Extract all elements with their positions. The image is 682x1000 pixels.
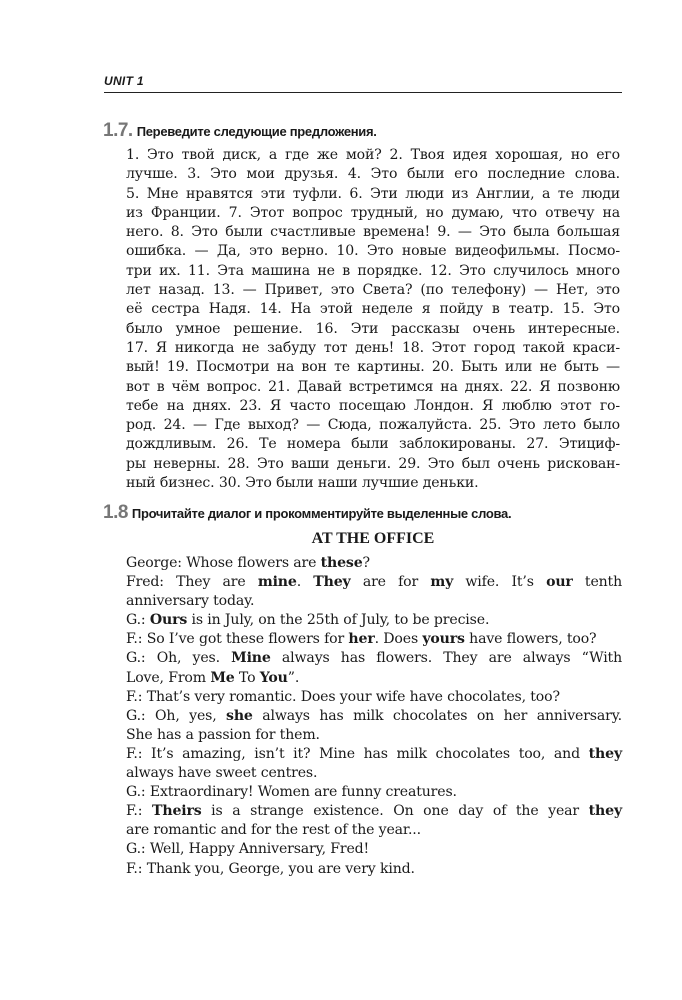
dialog-text-segment: are for	[350, 574, 431, 591]
highlighted-word: Theirs	[152, 803, 202, 820]
text-line: из Франции. 7. Этот вопрос трудный, но думаю, что отвечу на	[126, 204, 620, 221]
dialog-text-segment: Fred: They are	[126, 574, 258, 591]
dialog-text-segment: are romantic and for the rest of the year...	[126, 822, 421, 839]
dialog-line	[126, 592, 622, 611]
exercise-instruction: Переведите следующие предложения.	[136, 124, 377, 139]
text-line: ошибка. — Да, это верно. 10. Это новые видеофильмы. Посмо-	[126, 243, 620, 260]
dialog-title: AT THE OFFICE	[311, 530, 435, 547]
highlighted-word: They	[313, 574, 351, 591]
dialog-text-segment: is in July, on the 25th of July, to be precise.	[187, 612, 490, 629]
dialog-text-segment: .	[296, 574, 314, 591]
dialog-line	[126, 764, 622, 783]
highlighted-word: yours	[422, 631, 465, 648]
dialog-text-segment: ?	[362, 555, 370, 571]
dialog-text-segment: F.: Thank you, George, you are very kind.	[126, 860, 415, 877]
dialog-text-segment: F.:	[126, 803, 153, 820]
text-line: него. 8. Это были счастливые времена! 9. — Это была большая	[126, 224, 620, 241]
dialog-line	[126, 783, 622, 802]
text-line: лучше. 3. Это мои друзья. 4. Это были его последние слова.	[126, 166, 620, 183]
text-line: её сестра Надя. 14. На этой неделе я пойду в театр. 15. Это	[126, 301, 620, 318]
dialog-text-segment: F.: That’s very romantic. Does your wife have chocolates, too?	[126, 688, 560, 705]
text-line: ный бизнес. 30. Это были наши лучшие деньки.	[126, 475, 479, 492]
dialog-line	[126, 821, 622, 840]
dialog-text-segment: is a strange existence. On one day of the year	[201, 803, 589, 820]
dialog-text-segment: G.: Well, Happy Anniversary, Fred!	[126, 841, 370, 858]
dialog-line	[126, 707, 622, 726]
dialog-line	[126, 840, 622, 859]
text-line: три их. 11. Эта машина не в порядке. 12. Это случилось много	[126, 262, 620, 279]
highlighted-word: these	[320, 555, 363, 571]
dialog-line	[126, 745, 622, 764]
dialog-text-segment: She has a passion for them.	[126, 726, 320, 743]
highlighted-word: they	[588, 803, 622, 820]
dialog-line	[126, 726, 622, 745]
dialog-line	[126, 860, 622, 879]
highlighted-word: her	[348, 631, 375, 648]
highlighted-word: Mine	[231, 650, 271, 667]
text-line: ры неверны. 28. Это ваши деньги. 29. Это был очень рискован-	[126, 455, 620, 472]
dialog-text-segment: George: Whose flowers are	[126, 555, 321, 571]
text-line: было умное решение. 16. Эти рассказы очень интересные.	[126, 320, 620, 337]
text-line: род. 24. — Где выход? — Сюда, пожалуйста. 25. Это лето было	[126, 417, 620, 434]
dialog-text-segment: always have sweet centres.	[126, 765, 318, 782]
dialog-text	[126, 554, 622, 879]
dialog-text-segment: G.:	[126, 612, 150, 629]
text-line: лет назад. 13. — Привет, это Света? (по телефону) — Нет, это	[126, 282, 620, 299]
dialog-line	[126, 802, 622, 821]
dialog-line	[126, 611, 622, 630]
highlighted-word: she	[226, 707, 253, 724]
dialog-text-segment: G.: Extraordinary! Women are funny creatures.	[126, 784, 457, 801]
exercise-1-8-heading	[103, 502, 511, 524]
dialog-text-segment: F.: It’s amazing, isn’t it? Mine has milk chocolates too, and	[126, 745, 589, 762]
dialog-line	[126, 573, 622, 592]
page-header	[104, 70, 622, 93]
text-line: дождливым. 26. Те номера были заблокированы. 27. Этициф-	[126, 436, 620, 453]
unit-label: UNIT 1	[104, 74, 144, 88]
text-line: 17. Я никогда не забуду тот день! 18. Этот город такой краси-	[126, 339, 620, 356]
dialog-text-segment: F.: So I’ve got these flowers for	[126, 631, 349, 648]
dialog-text-segment: To	[234, 669, 260, 686]
exercise-number: 1.8	[103, 502, 128, 523]
exercise-1-7-heading	[103, 120, 377, 142]
text-line: вот в чём вопрос. 21. Давай встретимся на днях. 22. Я позвоню	[126, 378, 620, 395]
dialog-line	[126, 554, 622, 573]
exercise-instruction: Прочитайте диалог и прокомментируйте выделенные слова.	[131, 506, 512, 521]
dialog-text-segment: G.: Oh, yes.	[126, 650, 232, 667]
dialog-text-segment: always has flowers. They are always “With	[270, 650, 622, 667]
dialog-text-segment: tenth	[572, 574, 622, 591]
dialog-line	[126, 688, 622, 707]
highlighted-word: Me	[210, 669, 235, 686]
exercise-1-7-text	[126, 146, 620, 493]
highlighted-word: mine	[257, 574, 297, 591]
dialog-text-segment: . Does	[374, 631, 423, 648]
dialog-text-segment: wife. It’s	[453, 574, 547, 591]
text-line: вый! 19. Посмотри на вон те картины. 20. Быть или не быть —	[126, 359, 620, 376]
dialog-text-segment: anniversary today.	[126, 593, 255, 610]
dialog-text-segment: always has milk chocolates on her anniversary.	[252, 707, 622, 724]
highlighted-word: our	[546, 574, 573, 591]
text-line: 1. Это твой диск, а где же мой? 2. Твоя идея хорошая, но его	[126, 147, 620, 163]
text-line: 5. Мне нравятся эти туфли. 6. Эти люди из Англии, а те люди	[126, 185, 620, 202]
highlighted-word: You	[259, 669, 288, 686]
dialog-text-segment: ”.	[287, 669, 300, 686]
dialog-text-segment: Love, From	[126, 669, 211, 686]
dialog-line	[126, 630, 622, 649]
highlighted-word: Ours	[149, 612, 188, 629]
highlighted-word: my	[430, 574, 454, 591]
dialog-line	[126, 669, 622, 688]
exercise-number: 1.7.	[103, 120, 133, 141]
text-line: тебе на днях. 23. Я часто посещаю Лондон. Я люблю этот го-	[126, 397, 620, 414]
dialog-text-segment: have flowers, too?	[464, 631, 597, 648]
highlighted-word: they	[588, 745, 622, 762]
dialog-text-segment: G.: Oh, yes,	[126, 707, 227, 724]
dialog-line	[126, 649, 622, 668]
